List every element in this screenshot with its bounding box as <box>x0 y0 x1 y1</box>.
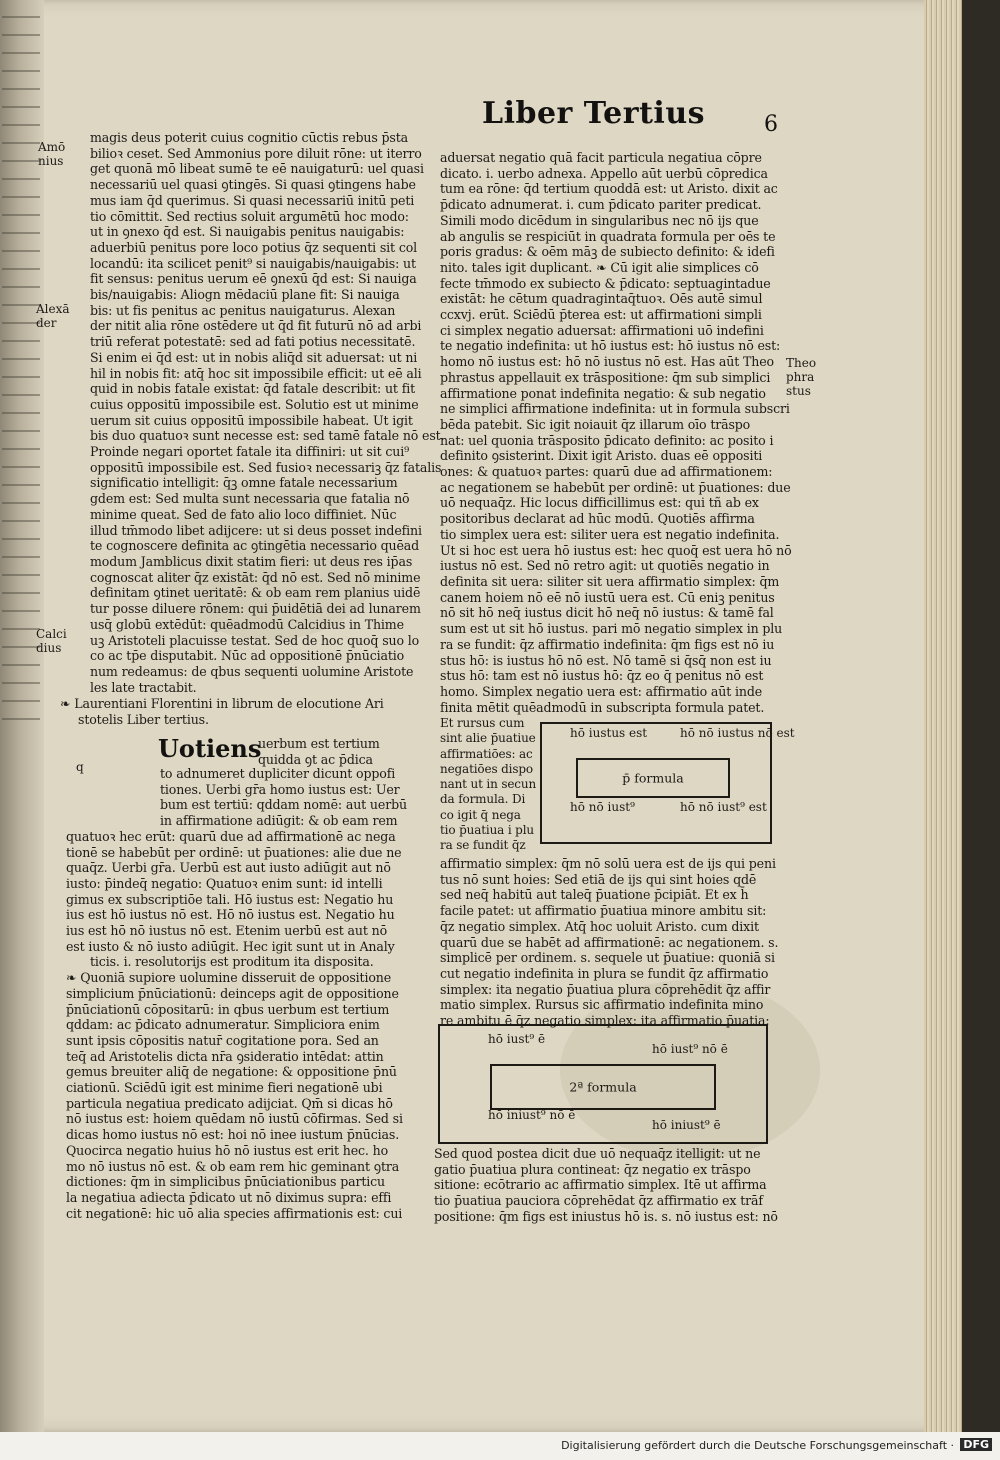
formula2-inner-box <box>490 1064 716 1110</box>
formula2-title: 2ª formula <box>569 1079 637 1095</box>
text-line: existāt: he cētum quadragintaq̄tuoꝛ. Oēs autē simul <box>440 291 763 307</box>
text-line: homo nō iustus est: hō nō iustus nō est. Has aūt Theo <box>440 354 774 370</box>
text-line: uerum sit cuius oppositū impossibile habeat. Ut igit <box>90 412 413 428</box>
text-line: bilioꝛ ceset. Sed Ammonius pore diluit rōne: ut iterro <box>90 145 422 161</box>
formula2-top-left: hō iust⁹ ē <box>488 1032 546 1046</box>
footer-credit: Digitalisierung gefördert durch die Deutsche Forschungsgemeinschaft · <box>561 1439 954 1452</box>
text-line: affirmatione ponat indefinita negatio: & sub negatio <box>440 385 766 401</box>
text-line: bum est tertiū: qddam nomē: aut uerbū <box>160 797 407 813</box>
text-line: ra se fundit q̄z <box>440 838 526 853</box>
text-line: ab angulis se respiciūt in quadrata formula per oēs te <box>440 228 776 244</box>
text-line: ci simplex negatio aduersat: affirmationi uō indefini <box>440 322 764 338</box>
text-line: quidda ꝯt ac p̄dica <box>258 751 373 767</box>
text-line: nō sit hō neq̄ iustus dicit hō neq̄ nō iustus: & tamē fal <box>440 605 774 621</box>
text-line: aduerbiū penitus pore loco potius q̄z sequenti sit col <box>90 239 418 255</box>
formula1-title: p̄ formula <box>622 770 684 786</box>
text-line: positoribus declarat ad hūc modū. Quotiēs affirma <box>440 511 755 527</box>
formula1-top-right: hō nō iustus nō est <box>680 726 795 740</box>
text-line: tus nō sunt hoies: Sed etiā de ijs qui sint hoies qdē <box>440 871 757 887</box>
text-line: minime queat. Sed de fato alio loco diffiniet. Nūc <box>90 506 397 522</box>
text-line: Simili modo dicēdum in singularibus nec nō ijs que <box>440 212 759 228</box>
text-line: positione: q̄m figs est iniustus hō is. s. nō iustus est: nō <box>434 1208 778 1224</box>
text-line: co ac tp̄e disputabit. Nūc ad oppositionē p̄nūciatio <box>90 648 405 664</box>
text-line: cognoscat aliter q̄z existāt: q̄d nō est. Sed nō minime <box>90 569 421 585</box>
running-head: Liber Tertius <box>482 96 706 131</box>
text-line: dictiones: q̄m in simplicibus p̄nūciationibus particu <box>66 1174 386 1190</box>
text-line: poris gradus: & oēm māꝫ de subiecto definito: & idefi <box>440 244 775 260</box>
text-line: definitam ꝯtinet ueritatē: & ob eam rem planius uidē <box>90 585 421 601</box>
right-column-text-1 <box>440 150 792 715</box>
left-column-text-1 <box>90 130 444 695</box>
text-line: tio p̄uatiua pauciora cōprehēdat q̄z affirmatio ex trāf <box>434 1193 763 1209</box>
text-line: homo. Simplex negatio uera est: affirmatio aūt inde <box>440 683 763 699</box>
formula2-bottom-left: hō iniust⁹ nō ē <box>488 1108 576 1122</box>
text-line: te negatio indefinita: ut hō iustus est: hō iustus nō est: <box>440 338 781 354</box>
text-line: quatuoꝛ hec erūt: quarū due ad affirmationē ac nega <box>66 828 396 844</box>
rubric-line: ❧ Laurentiani Florentini in librum de elocutione Ari <box>60 696 384 711</box>
text-line: negatiōes dispo <box>440 761 533 776</box>
text-line: tio simplex uera est: siliter uera est negatio indefinita. <box>440 526 780 542</box>
digitization-footer <box>0 1432 1000 1460</box>
text-line: iusto: p̄indeq̄ negatio: Quatuoꝛ enim sunt: id intelli <box>66 875 383 891</box>
dfg-logo: DFG <box>960 1438 992 1451</box>
text-line: les late tractabit. <box>90 679 197 695</box>
text-line: ne simplici affirmatione indefinita: ut in formula subscri <box>440 401 790 417</box>
text-line: finita mētit quēadmodū in subscripta formula patet. <box>440 699 765 715</box>
guide-letter-q: q <box>76 760 84 774</box>
text-line: Proinde negari oportet fatale ita diffiniri: ut sit cui⁹ <box>90 444 410 460</box>
text-line: ra se fundit: q̄z affirmatio indefinita: q̄m figs est nō iu <box>440 636 775 652</box>
chapter-rubric <box>60 696 384 727</box>
margin-note-theophrastus: Theo phra stus <box>786 356 817 398</box>
text-line: co igit q̄ nega <box>440 807 521 822</box>
text-line: uerbum est tertium <box>258 736 380 751</box>
text-line: da formula. Di <box>440 792 526 807</box>
text-line: fecte tm̄modo ex subiecto & p̄dicato: septuagintadue <box>440 275 771 291</box>
text-line: Sed quod postea dicit due uō nequaq̄z itelligit: ut ne <box>434 1146 761 1161</box>
text-line: phrastus appellauit ex trāspositione: q̄m sub simplici <box>440 369 771 385</box>
text-line: nito. tales igit duplicant. ❧ Cū igit alie simplices cō <box>440 259 759 275</box>
text-line: gimus ex subscriptiōe tali. Hō iustus est: Negatio hu <box>66 891 394 907</box>
text-line: illud tm̄modo libet adijcere: ut si deus posset indefini <box>90 522 422 538</box>
text-line: Quocirca negatio huius hō nō iustus est erit hec. ho <box>66 1142 389 1158</box>
text-line: p̄nūciationū cōpositarū: in qbus uerbum est tertium <box>66 1001 390 1017</box>
text-line: sitione: ecōtrario ac affirmatio simplex. Itē ut affirma <box>434 1177 767 1193</box>
text-line: particula negatiua predicato adijciat. Qm̄ si dicas hō <box>66 1095 393 1111</box>
text-line: iustus nō est. Sed nō retro agit: ut quotiēs negatio in <box>440 558 770 574</box>
text-line: mus iam q̄d querimus. Si quasi necessariū initū peti <box>90 192 415 208</box>
text-line: stus hō: tam est nō iustus hō: q̄z eo q̄ penitus nō est <box>440 668 764 684</box>
text-line: ticis. i. resolutorijs est proditum ita disposita. <box>90 954 374 970</box>
text-line: simplicium p̄nūciationū: deinceps agit de oppositione <box>66 985 399 1001</box>
text-line: nat: uel quonia trāsposito p̄dicato definito: ac posito i <box>440 432 774 448</box>
text-line: ius est hō iustus nō est. Hō nō iustus est. Negatio hu <box>66 907 395 923</box>
text-line: matio simplex. Rursus sic affirmatio indefinita mino <box>440 997 764 1013</box>
text-line: fit sensus: penitus uerum eē ꝯnexū q̄d est: Si nauiga <box>90 271 417 287</box>
text-line: te cognoscere definita ac ꝯtingētia necessario quēad <box>90 538 420 554</box>
text-line: Si enim ei q̄d est: ut in nobis aliq̄d sit aduersat: ut ni <box>90 349 418 365</box>
text-line: simplicē per ordinem. s. sequele ut p̄uatiue: quoniā si <box>440 950 775 966</box>
text-line: affirmatio simplex: q̄m nō solū uera est de ijs qui peni <box>440 856 776 871</box>
text-line: sum est ut sit hō iustus. pari mō negatio simplex in plu <box>440 621 783 637</box>
text-line: teq̄ ad Aristotelis dicta nr̄a ꝯsideratio intēdat: attin <box>66 1048 384 1064</box>
text-line: usq̄ globū extēdūt: quēadmodū Calcidius in Thime <box>90 616 404 632</box>
text-line: qddam: ac p̄dicato adnumeratur. Simpliciora enim <box>66 1017 380 1033</box>
text-line: dicas homo iustus nō est: hoi nō inee iustum p̄nūcias. <box>66 1127 400 1143</box>
text-line: locandū: ita scilicet penit⁹ si nauigabis/nauigabis: ut <box>90 255 416 271</box>
text-line: bis: ut fis penitus ac penitus nauigaturus. Alexan <box>90 302 396 318</box>
text-line: uꝫ Aristoteli placuisse testat. Sed de hoc quoq̄ suo lo <box>90 632 420 648</box>
text-line: tum ea rōne: q̄d tertium quoddā est: ut Aristo. dixit ac <box>440 181 778 197</box>
fore-edge-paper-stack <box>924 0 962 1432</box>
formula1-side-text <box>440 716 536 854</box>
text-line: sint alie p̄uatiue <box>440 731 536 746</box>
text-line: ius est hō nō iustus nō est. Etenim uerbū est aut nō <box>66 923 388 939</box>
formula2-top-right: hō iust⁹ nō ē <box>652 1042 728 1056</box>
text-line: Ut si hoc est uera hō iustus est: hec quoq̄ est uera hō nō <box>440 542 792 558</box>
text-line: ut in ꝯnexo q̄d est. Si nauigabis penitus nauigabis: <box>90 224 405 240</box>
text-line: mo nō iustus nō est. & ob eam rem hic geminant ꝯtra <box>66 1158 400 1174</box>
text-line: sed neq̄ habitū aut taleq̄ p̄uatione p̄cipiāt. Et ex h̄ <box>440 887 749 903</box>
text-line: facile patet: ut affirmatio p̄uatiua minore ambitu sit: <box>440 903 767 919</box>
text-line: bis duo quatuoꝛ sunt necesse est: sed tamē fatale nō est. <box>90 428 445 444</box>
margin-note-ammonius: Amō nius <box>38 140 66 168</box>
text-line: cit negationē: hic uō alia species affirmationis est: cui <box>66 1205 403 1221</box>
formula2-bottom-right: hō iniust⁹ ē <box>652 1118 721 1132</box>
text-line: quarū due se habēt ad affirmationē: ac negationem. s. <box>440 934 779 950</box>
text-line: significatio intelligit: q̄ꝫ omne fatale necessarium <box>90 475 398 491</box>
text-line: aduersat negatio quā facit particula negatiua cōpre <box>440 150 762 165</box>
text-line: tio cōmittit. Sed rectius soluit argumētū hoc modo: <box>90 208 409 224</box>
text-line: cuius oppositū impossibile est. Solutio est ut minime <box>90 396 419 412</box>
text-line: definito ꝯsisterint. Dixit igit Aristo. duas eē oppositi <box>440 448 763 464</box>
margin-note-calcidius: Calci dius <box>36 627 67 655</box>
text-line: nant ut in secun <box>440 777 537 792</box>
text-line: get quonā mō libeat sumē te eē nauigaturū: uel quasi <box>90 161 424 177</box>
page-number: 6 <box>764 112 778 137</box>
text-line: definita sit uera: siliter sit uera affirmatio simplex: q̄m <box>440 573 780 589</box>
right-column-text-2 <box>440 856 778 1029</box>
text-line: Et rursus cum <box>440 716 525 730</box>
text-line: quid in nobis fatale existat: q̄d fatale describit: ut fit <box>90 381 416 397</box>
incipit-word: Uotiens <box>158 734 262 763</box>
text-line: tur posse diluere rōnem: qui p̄uidētiā dei ad lunarem <box>90 601 421 617</box>
text-line: dicato. i. uerbo adnexa. Appello aūt uerbū cōpredica <box>440 165 768 181</box>
text-line: la negatiua adiecta p̄dicato ut nō diximus supra: effi <box>66 1189 392 1205</box>
text-line: gdem est: Sed multa sunt necessaria que fatalia nō <box>90 491 410 507</box>
formula1-top-left: hō iustus est <box>570 726 648 740</box>
formula1-bottom-left: hō nō iust⁹ <box>570 800 635 814</box>
previous-page-edge <box>0 0 44 1432</box>
text-line: in affirmatione adiūgit: & ob eam rem <box>160 813 398 829</box>
margin-note-alexander: Alexā der <box>36 302 70 330</box>
text-line: hil in nobis fit: atq̄ hoc sit impossibile efficit: ut eē ali <box>90 365 422 381</box>
text-line: tionē se habebūt per ordinē: ut p̄uationes: alie due ne <box>66 844 402 860</box>
text-line: p̄dicato adnumerat. i. cum p̄dicato pariter predicat. <box>440 197 762 213</box>
text-line: oppositū impossibile est. Sed fusioꝛ necessariꝫ q̄z fatalis <box>90 459 442 475</box>
text-line: necessariū uel quasi ꝯtingēs. Si quasi ꝯtingens habe <box>90 177 416 193</box>
text-line: gemus breuiter aliq̄ de negatione: & oppositione p̄nū <box>66 1064 397 1080</box>
incipit-lines <box>258 736 380 767</box>
formula1-outer-box <box>540 722 795 844</box>
text-line: q̄z negatio simplex. Atq̄ hoc uoluit Aristo. cum dixit <box>440 918 759 934</box>
text-line: der nitit alia rōne ostēdere ut q̄d fit futurū nō ad arbi <box>90 318 422 334</box>
text-line: uō nequaq̄z. Hic locus difficillimus est: qui tñ ab ex <box>440 495 759 511</box>
text-line: quaq̄z. Uerbi gr̄a. Uerbū est aut iusto adiūgit aut nō <box>66 860 391 876</box>
text-line: gatio p̄uatiua plura contineat: q̄z negatio ex trāspo <box>434 1161 751 1177</box>
text-line: triū referat potestatē: sed ad fati potius necessitatē. <box>90 334 416 350</box>
text-line: tiones. Uerbi gr̄a homo iustus est: Uer <box>160 781 400 797</box>
text-line: nō iustus est: hoiem quēdam nō iustū cōfirmas. Sed si <box>66 1111 403 1127</box>
text-line: magis deus poterit cuius cognitio cūctis rebus p̄sta <box>90 130 408 145</box>
text-line: bis/nauigabis: Aliogn mēdaciū plane fit: Si nauiga <box>90 287 400 303</box>
text-line: cut negatio indefinita in plura se fundit q̄z affirmatio <box>440 965 769 981</box>
rubric-line: stotelis Liber tertius. <box>78 711 209 727</box>
text-line: sunt ipsis cōpositis natur̄ cogitatione pora. Sed an <box>66 1032 379 1048</box>
text-line: ones: & quatuoꝛ partes: quarū due ad affirmationem: <box>440 464 773 480</box>
text-line: simplex: ita negatio p̄uatiua plura cōprehēdit q̄z affir <box>440 981 771 997</box>
formula2-outer-box <box>438 1024 768 1144</box>
text-line: num redeamus: de qbus sequenti uolumine Aristote <box>90 663 414 679</box>
text-line: modum Jamblicus dixit statim fieri: ut deus res ip̄as <box>90 553 413 569</box>
text-line: ❧ Quoniā supiore uolumine disseruit de oppositione <box>66 970 392 986</box>
text-line: affirmatiōes: ac <box>440 746 533 761</box>
text-line: re ambitu ē q̄z negatio simplex: ita affirmatio p̄uatia: <box>440 1013 770 1029</box>
text-line: tio p̄uatiua i plu <box>440 823 534 838</box>
text-line: ac negationem se habebūt per ordinē: ut p̄uationes: due <box>440 479 791 495</box>
text-line: est iusto & nō iusto adiūgit. Hec igit sunt ut in Analy <box>66 938 395 954</box>
right-column-text-3 <box>434 1146 778 1225</box>
formula1-bottom-right: hō nō iust⁹ est <box>680 800 767 814</box>
text-line: ccxvj. erūt. Sciēdū p̄terea est: ut affirmationi simpli <box>440 307 762 323</box>
text-line: stus hō: is iustus hō nō est. Nō tamē si q̄sq̄ non est iu <box>440 652 772 668</box>
text-line: ciationū. Sciēdū igit est minime fieri negationē ubi <box>66 1080 383 1096</box>
text-line: canem hoiem nō eē nō iustū uera est. Cū eniꝫ penitus <box>440 589 775 605</box>
formula1-inner-box <box>576 758 730 798</box>
text-line: bēda patebit. Sic igit noiauit q̄z illarum oīo trāspo <box>440 416 751 432</box>
left-column-text-2 <box>66 766 407 1221</box>
text-line: to adnumeret dupliciter dicunt oppofi <box>160 766 396 781</box>
